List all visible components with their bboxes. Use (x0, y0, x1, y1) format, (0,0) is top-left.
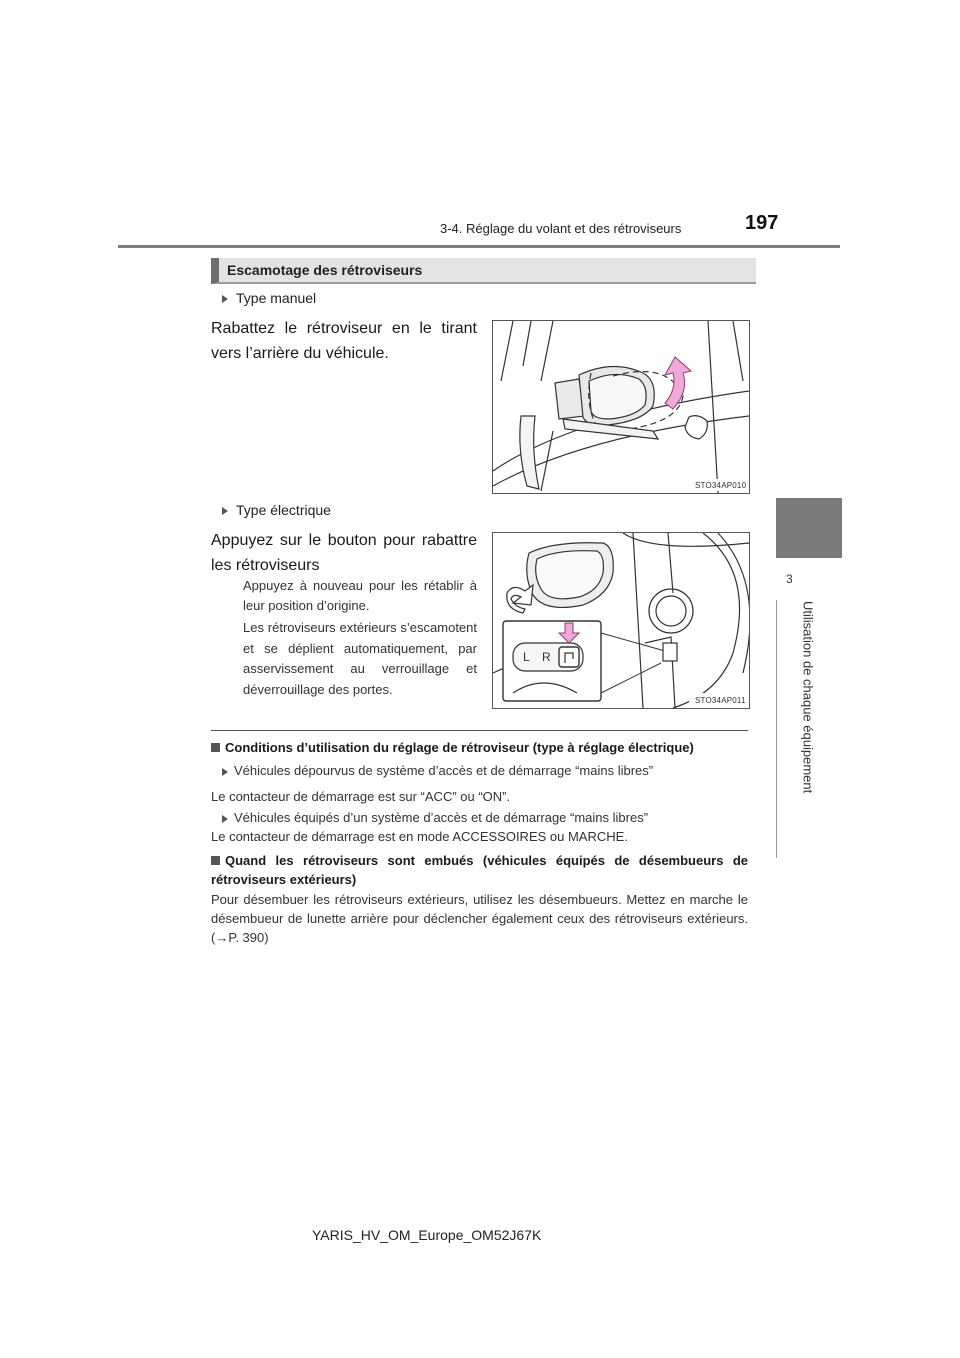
running-header: 3-4. Réglage du volant et des rétroviseurs (440, 221, 682, 236)
note-heading-conditions: Conditions d’utilisation du réglage de rétroviseur (type à réglage électrique) (211, 738, 748, 757)
switch-right-label: R (542, 650, 551, 664)
switch-left-label: L (523, 650, 530, 664)
triangle-bullet-icon (222, 815, 228, 823)
document-code: YARIS_HV_OM_Europe_OM52J67K (312, 1227, 542, 1243)
figure-code: STO34AP010 (695, 481, 747, 490)
section-title: Escamotage des rétroviseurs (227, 262, 423, 278)
page-number: 197 (745, 212, 779, 234)
notes-separator (211, 730, 748, 731)
manual-instruction: Rabattez le rétroviseur en le tirant vers l’arrière du véhicule. (211, 320, 477, 362)
chapter-number: 3 (786, 572, 793, 586)
note-fogged-text: Pour désembuer les rétroviseurs extérieurs, utilisez les désembueurs. Mettez en marche le désembueur de lunette arrière pour déclencher également ceux des rétroviseurs extérieurs. (→P. 390) (211, 892, 748, 945)
chapter-tab (776, 498, 842, 558)
triangle-bullet-icon (222, 295, 228, 303)
manual-mirror-illustration (493, 321, 749, 493)
square-bullet-icon (211, 743, 220, 752)
note-case-2-text: Le contacteur de démarrage est en mode ACCESSOIRES ou MARCHE. (211, 829, 628, 844)
electric-instruction: Appuyez sur le bouton pour rabattre les rétroviseurs (211, 532, 477, 574)
manual-type-label: Type manuel (222, 290, 316, 306)
triangle-bullet-icon (222, 507, 228, 515)
electric-type-label: Type électrique (222, 502, 331, 518)
note-case-2: Véhicules équipés d’un système d’accès et de démarrage “mains libres” (222, 810, 648, 825)
section-heading (211, 258, 756, 284)
electric-note-auto: Les rétroviseurs extérieurs s’escamotent et se déplient automatiquement, par asservissement au verrouillage et déverrouillage des portes. (243, 620, 477, 697)
figure-electric-switch (492, 532, 750, 709)
triangle-bullet-icon (222, 768, 228, 776)
figure-code: STO34AP011 (695, 696, 746, 705)
chapter-title: Utilisation de chaque équipement (800, 600, 816, 794)
note-case-1-text: Le contacteur de démarrage est sur “ACC” ou “ON”. (211, 789, 511, 804)
figure-manual-mirror (492, 320, 750, 494)
electric-switch-illustration (493, 533, 749, 708)
note-heading-fogged: Quand les rétroviseurs sont embués (véhicules équipés de désembueurs de rétroviseurs extérieurs) (211, 853, 748, 887)
header-rule (118, 245, 840, 248)
electric-note-restore: Appuyez à nouveau pour les rétablir à leur position d’origine. (243, 578, 477, 613)
note-case-1: Véhicules dépourvus de système d’accès et de démarrage “mains libres” (222, 763, 653, 778)
square-bullet-icon (211, 856, 220, 865)
